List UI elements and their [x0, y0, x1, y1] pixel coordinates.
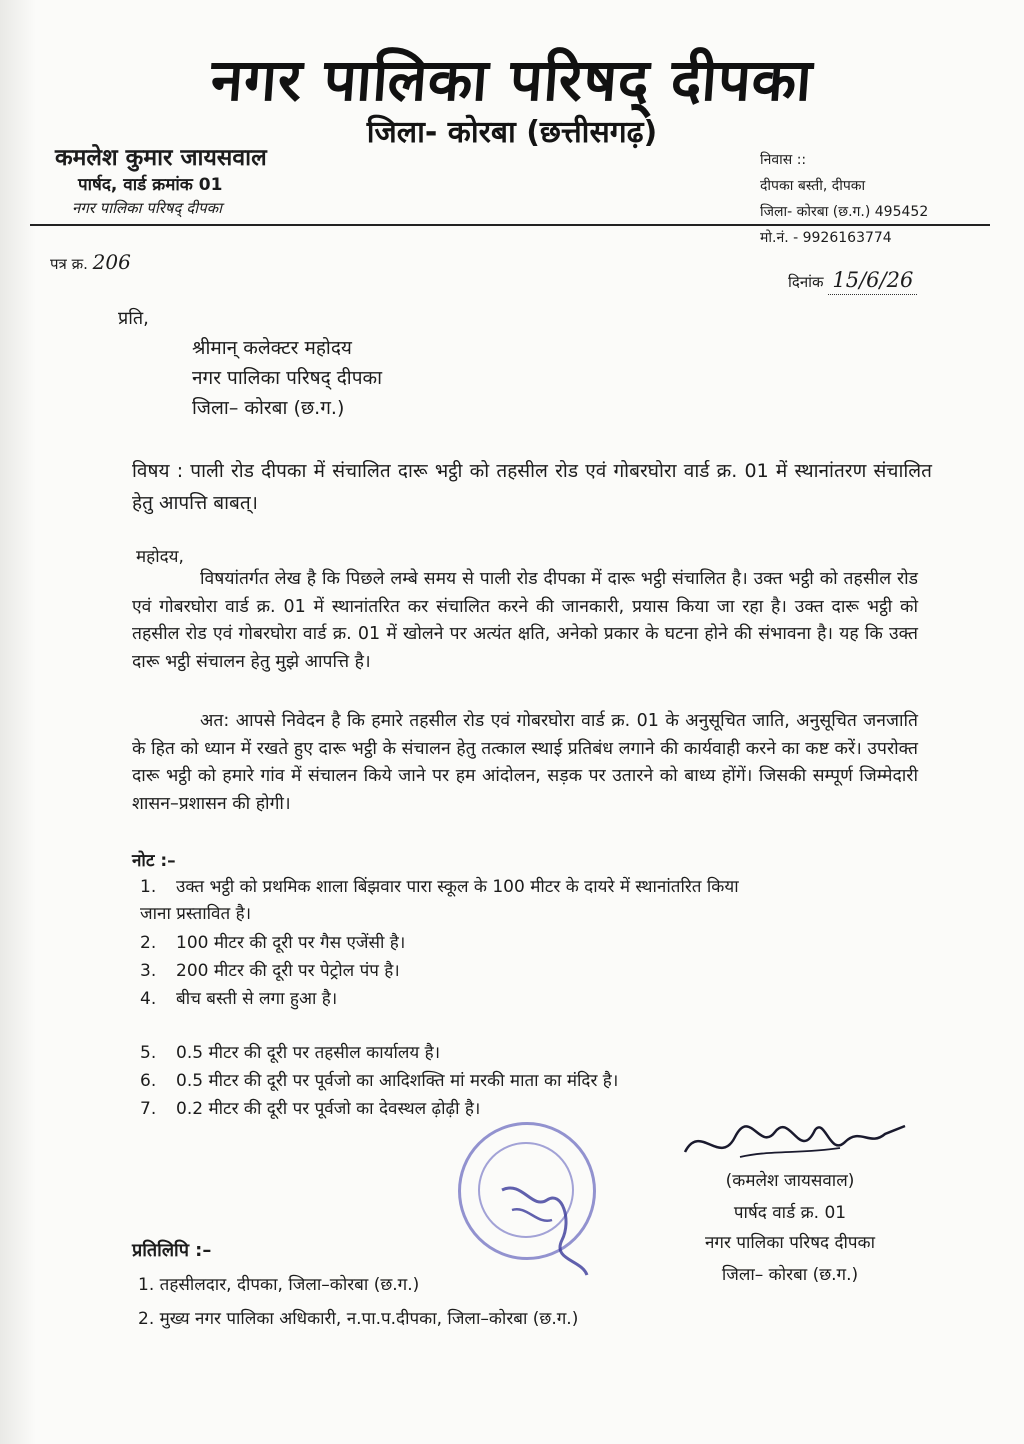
note-text: 0.5 मीटर की दूरी पर तहसील कार्यालय है।	[176, 1043, 441, 1063]
note-text: 0.2 मीटर की दूरी पर पूर्वजो का देवस्थल ढ़ोढ़ी है।	[176, 1099, 481, 1119]
note-text: बीच बस्ती से लगा हुआ है।	[176, 989, 338, 1009]
copy-text: तहसीलदार, दीपका, जिला–कोरबा (छ.ग.)	[159, 1275, 420, 1295]
copy-number: 2.	[138, 1309, 155, 1329]
note-number: 3.	[140, 961, 157, 981]
letter-date	[788, 268, 917, 292]
signatory-designation: पार्षद वार्ड क्र. 01	[733, 1203, 847, 1223]
copy-item	[138, 1306, 578, 1329]
address-line-2: जिला- कोरबा (छ.ग.) 495452	[760, 204, 929, 220]
note-text: 100 मीटर की दूरी पर गैस एजेंसी है।	[176, 933, 406, 953]
note-number: 6.	[140, 1071, 157, 1091]
letter-subject: विषय : पाली रोड दीपका में संचालित दारू भट्ठी को तहसील रोड एवं गोबरघोरा वार्ड क्र. 01 में स्थानांतरण संचालित हेतु आपत्ति बाबत्।	[132, 460, 932, 514]
note-number: 7.	[140, 1099, 157, 1119]
date-label: दिनांक	[788, 273, 824, 291]
note-text: 0.5 मीटर की दूरी पर पूर्वजो का आदिशक्ति मां मरकी माता का मंदिर है।	[176, 1071, 619, 1091]
address-line-1: दीपका बस्ती, दीपका	[760, 178, 866, 194]
reference-number	[50, 250, 131, 274]
reference-label: पत्र क्र.	[50, 255, 88, 273]
mobile-number: मो.नं. - 9926163774	[760, 230, 892, 246]
note-item	[140, 874, 930, 928]
handwritten-signature-icon	[680, 1112, 910, 1172]
note-number: 5.	[140, 1043, 157, 1063]
recipient-line-3: जिला– कोरबा (छ.ग.)	[192, 397, 345, 419]
recipient-line-2: नगर पालिका परिषद् दीपका	[192, 367, 383, 389]
note-item	[140, 1068, 930, 1095]
copy-number: 1.	[138, 1275, 155, 1295]
note-item	[140, 1040, 930, 1067]
signatory-org: नगर पालिका परिषद दीपका	[704, 1233, 876, 1253]
note-item	[140, 986, 930, 1013]
note-text: उक्त भट्ठी को प्रथमिक शाला बिंझवार पारा स्कूल के 100 मीटर के दायरे में स्थानांतरित किया	[176, 877, 739, 897]
copy-item	[138, 1272, 419, 1295]
letterhead-divider	[30, 224, 990, 226]
salutation: महोदय,	[136, 547, 184, 567]
letterhead-title: नगर पालिका परिषद् दीपका	[208, 46, 815, 114]
body-paragraph-1: विषयांतर्गत लेख है कि पिछले लम्बे समय से पाली रोड दीपका में दारू भट्ठी संचालित है। उक्त भट्ठी को तहसील रोड एवं गोबरघोरा वार्ड क्र. 01 में स्थानांतरित कर संचालित करने की जानकारी, प्रयास किया जा रहा है। उक्त दारू भट्ठी को तहसील रोड एवं गोबरघोरा वार्ड क्र. 01 में खोलने पर अत्यंत क्षति, अनेको प्रकार के घटना होने की संभावना है। यह कि उक्त दारू भट्ठी संचालन हेतु मुझे आपत्ति है।	[132, 569, 918, 672]
stamp-handwritten-date-icon	[492, 1150, 602, 1280]
recipient-prefix: प्रति,	[118, 308, 149, 329]
reference-value: 206	[92, 250, 131, 274]
note-item	[140, 958, 930, 985]
paper-shadow	[0, 0, 36, 1444]
note-number: 4.	[140, 989, 157, 1009]
copy-text: मुख्य नगर पालिका अधिकारी, न.पा.प.दीपका, जिला–कोरबा (छ.ग.)	[159, 1309, 579, 1329]
signatory-district: जिला– कोरबा (छ.ग.)	[721, 1265, 859, 1285]
note-text: 200 मीटर की दूरी पर पेट्रोल पंप है।	[176, 961, 400, 981]
note-text-cont: जाना प्रस्तावित है।	[140, 904, 252, 924]
address-label: निवास ::	[760, 152, 807, 168]
body-paragraph-2: अत: आपसे निवेदन है कि हमारे तहसील रोड एवं गोबरघोरा वार्ड क्र. 01 के अनुसूचित जाति, अनुसूचित जनजाति के हित को ध्यान में रखते हुए दारू भट्ठी के संचालन हेतु तत्काल स्थाई प्रतिबंध लगाने की कार्यवाही करने का कष्ट करें। उपरोक्त दारू भट्ठी को हमारे गांव में संचालन किये जाने पर हम आंदोलन, सड़क पर उतारने को बाध्य होंगें। जिसकी सम्पूर्ण जिम्मेदारी शासन–प्रशासन की होगी।	[132, 711, 918, 814]
notes-heading: नोट :–	[132, 851, 176, 871]
copies-heading: प्रतिलिपि :–	[132, 1240, 212, 1261]
recipient-line-1: श्रीमान् कलेक्टर महोदय	[192, 337, 352, 359]
note-number: 2.	[140, 933, 157, 953]
note-number: 1.	[140, 877, 157, 897]
date-value: 15/6/26	[828, 268, 917, 295]
councillor-name: कमलेश कुमार जायसवाल	[55, 145, 267, 171]
councillor-org: नगर पालिका परिषद् दीपका	[72, 199, 223, 217]
note-item	[140, 930, 930, 957]
signatory-name: (कमलेश जायसवाल)	[725, 1171, 855, 1191]
letterhead-district: जिला- कोरबा (छत्तीसगढ़)	[366, 115, 658, 150]
councillor-ward: पार्षद, वार्ड क्रमांक 01	[78, 175, 223, 195]
